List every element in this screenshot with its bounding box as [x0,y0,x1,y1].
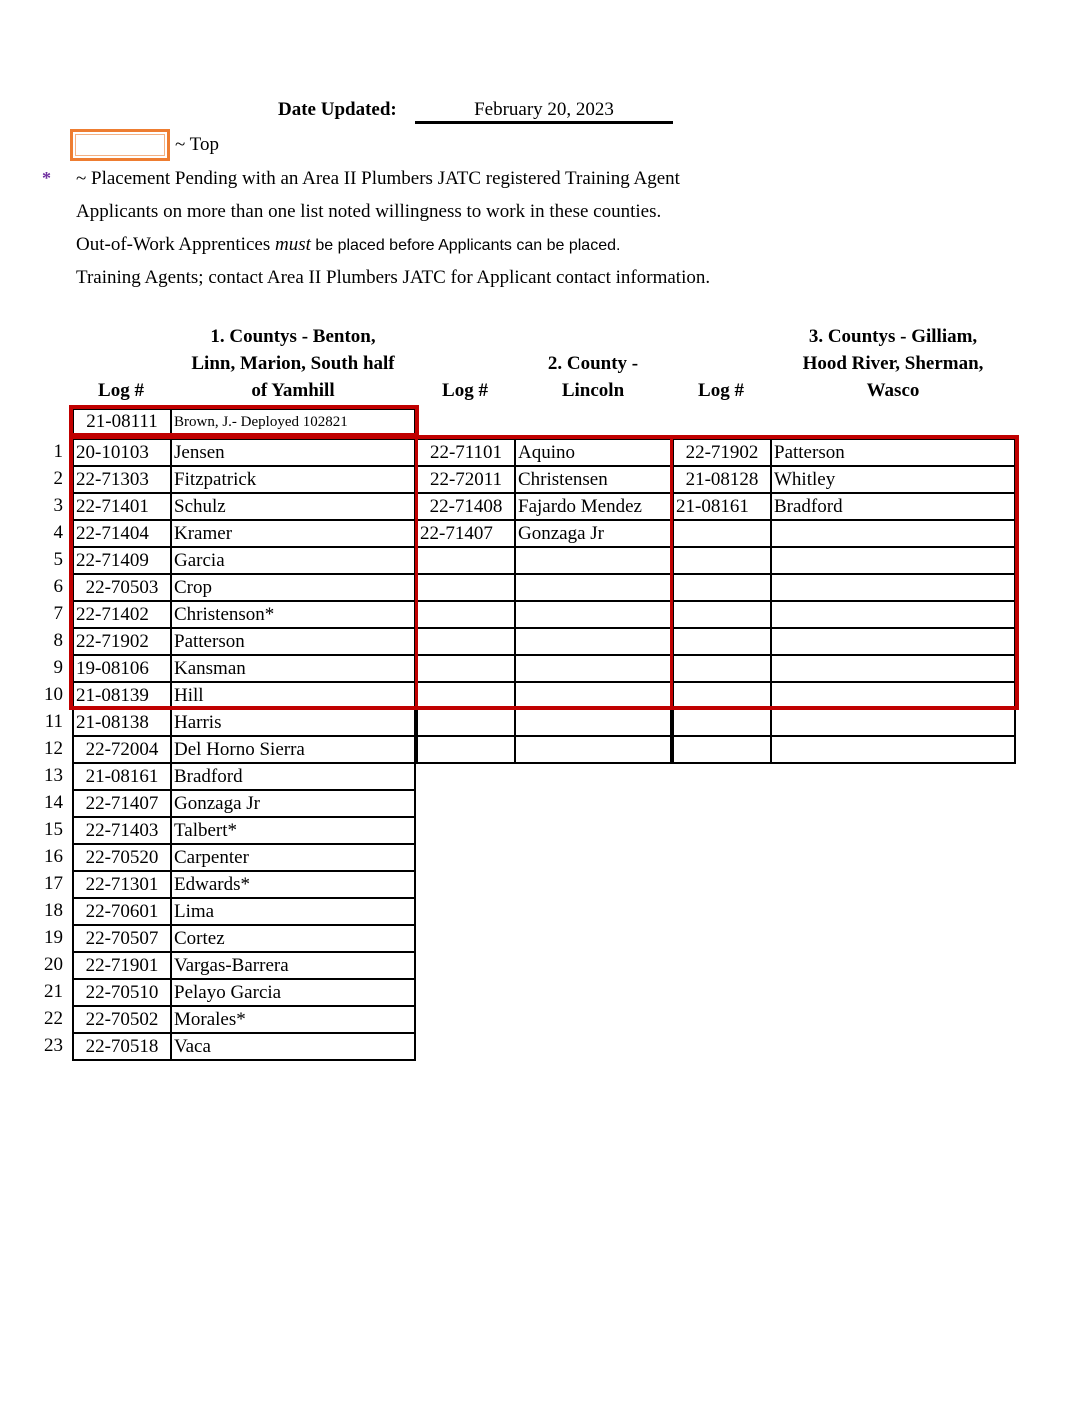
name-cell: Patterson [171,628,415,655]
name-cell: Morales* [171,1006,415,1033]
table-row [73,952,415,979]
log-cell [417,574,515,601]
log-cell: 22-71902 [73,628,171,655]
log-cell [673,628,771,655]
note-contact: Training Agents; contact Area II Plumbers JATC for Applicant contact information. [76,267,711,288]
name-cell [771,628,1015,655]
name-cell [515,547,671,574]
table-row [73,466,415,493]
row-number: 1 [53,441,63,462]
name-cell [515,709,671,736]
group2-title-line: 2. County - [547,353,639,374]
log-cell: 22-71301 [73,871,171,898]
name-cell: Kansman [171,655,415,682]
table-row [673,493,1015,520]
log-cell: 22-71901 [73,952,171,979]
table-row [417,736,671,763]
log-cell: 22-70502 [73,1006,171,1033]
table-row [73,763,415,790]
log-cell: 22-71403 [73,817,171,844]
group1-title [170,323,416,404]
log-cell [417,628,515,655]
name-cell: Fitzpatrick [171,466,415,493]
table-row [673,709,1015,736]
note-out-of-work-b: be placed before Applicants can be placed. [310,237,621,254]
row-number: 21 [44,981,63,1002]
name-cell: Cortez [171,925,415,952]
group3-title-line: Wasco [866,380,920,401]
table-row [417,709,671,736]
name-cell: Del Horno Sierra [171,736,415,763]
asterisk-icon: * [42,168,51,188]
log-cell: 22-71902 [673,439,771,466]
table-row [73,1006,415,1033]
log-cell [673,520,771,547]
name-cell: Jensen [171,439,415,466]
row-number: 11 [44,711,63,732]
name-cell [771,601,1015,628]
name-cell: Carpenter [171,844,415,871]
table-row [417,628,671,655]
log-cell: 22-72011 [417,466,515,493]
row-number: 22 [44,1008,63,1029]
table-row [673,682,1015,709]
log-cell [673,574,771,601]
log-cell: 22-71303 [73,466,171,493]
group2-log-header: Log # [442,380,488,401]
row-number: 12 [44,738,63,759]
table-row [73,925,415,952]
table-row [673,466,1015,493]
log-cell: 21-08161 [673,493,771,520]
group3-log-header: Log # [698,380,744,401]
log-cell [417,736,515,763]
group3-title [770,323,1016,404]
table-row [417,520,671,547]
row-number: 14 [44,792,63,813]
table-row [73,1033,415,1060]
name-cell [771,709,1015,736]
name-cell [515,628,671,655]
group2-title-line: Lincoln [561,380,625,401]
table-row [73,574,415,601]
placement-pending-legend: ~ Placement Pending with an Area II Plumbers JATC registered Training Agent [76,168,680,189]
row-number: 2 [53,468,63,489]
log-cell [673,736,771,763]
name-cell [771,547,1015,574]
log-cell: 22-70601 [73,898,171,925]
name-cell: Christensen [515,466,671,493]
log-cell: 22-71101 [417,439,515,466]
table-row [673,601,1015,628]
name-cell: Vargas-Barrera [171,952,415,979]
row-number: 10 [44,684,63,705]
note-out-of-work-a: Out-of-Work Apprentices [76,234,275,255]
row-number: 4 [53,522,63,543]
group2-title [514,350,672,404]
table-row [417,547,671,574]
log-cell: 21-08111 [73,409,171,435]
name-cell [515,574,671,601]
top-legend-swatch [70,129,170,161]
log-cell [673,547,771,574]
table-row [73,898,415,925]
group1-title-line: 1. Countys - Benton, [210,326,376,347]
table-row [673,655,1015,682]
table-row [73,409,415,435]
name-cell [771,736,1015,763]
log-cell [417,601,515,628]
table-row [73,871,415,898]
table-row [673,520,1015,547]
log-cell: 22-72004 [73,736,171,763]
log-cell [417,709,515,736]
table-row [417,493,671,520]
table-row [417,439,671,466]
name-cell: Talbert* [171,817,415,844]
row-number: 20 [44,954,63,975]
name-cell: Edwards* [171,871,415,898]
group1-title-line: Linn, Marion, South half [191,353,395,374]
log-cell: 22-71407 [417,520,515,547]
table-row [73,790,415,817]
table-row [73,520,415,547]
table-row [417,655,671,682]
row-number: 13 [44,765,63,786]
name-cell: Gonzaga Jr [515,520,671,547]
log-cell [673,655,771,682]
log-cell: 22-70507 [73,925,171,952]
log-cell: 22-71404 [73,520,171,547]
name-cell [515,655,671,682]
name-cell: Patterson [771,439,1015,466]
row-number: 6 [53,576,63,597]
table-row [73,628,415,655]
log-cell: 19-08106 [73,655,171,682]
name-cell [515,601,671,628]
log-cell: 22-70510 [73,979,171,1006]
name-cell: Aquino [515,439,671,466]
log-cell [673,682,771,709]
log-cell: 22-71402 [73,601,171,628]
name-cell: Brown, J.- Deployed 102821 [171,409,415,435]
row-number: 7 [53,603,63,624]
name-cell [771,574,1015,601]
log-cell: 22-70503 [73,574,171,601]
group1-title-line: of Yamhill [251,380,335,401]
table-row [417,574,671,601]
row-number: 19 [44,927,63,948]
top-legend-label: ~ Top [175,134,219,155]
name-cell: Christenson* [171,601,415,628]
name-cell: Harris [171,709,415,736]
row-number: 16 [44,846,63,867]
log-cell: 21-08161 [73,763,171,790]
group1-table [72,438,416,1061]
log-cell: 22-71408 [417,493,515,520]
table-row [73,547,415,574]
log-cell [417,547,515,574]
table-row [673,547,1015,574]
group2-table [416,438,672,764]
row-number: 15 [44,819,63,840]
table-row [673,574,1015,601]
row-number: 23 [44,1035,63,1056]
table-row [73,817,415,844]
log-cell: 22-71407 [73,790,171,817]
log-cell: 22-70518 [73,1033,171,1060]
name-cell: Kramer [171,520,415,547]
table-row [73,601,415,628]
log-cell: 20-10103 [73,439,171,466]
row-number: 5 [53,549,63,570]
name-cell [771,682,1015,709]
table-row [673,628,1015,655]
row-number: 17 [44,873,63,894]
log-cell: 21-08128 [673,466,771,493]
name-cell: Gonzaga Jr [171,790,415,817]
log-cell: 22-70520 [73,844,171,871]
table-row [73,682,415,709]
name-cell [771,520,1015,547]
table-row [73,736,415,763]
log-cell: 22-71401 [73,493,171,520]
group1-pre-row-table [72,408,416,436]
row-number: 8 [53,630,63,651]
note-out-of-work [76,234,620,256]
log-cell [673,709,771,736]
name-cell: Schulz [171,493,415,520]
name-cell: Hill [171,682,415,709]
table-row [417,601,671,628]
name-cell: Garcia [171,547,415,574]
row-number: 3 [53,495,63,516]
log-cell [673,601,771,628]
table-row [673,736,1015,763]
log-cell [417,655,515,682]
name-cell: Vaca [171,1033,415,1060]
table-row [73,493,415,520]
name-cell: Fajardo Mendez [515,493,671,520]
name-cell: Crop [171,574,415,601]
name-cell: Pelayo Garcia [171,979,415,1006]
note-multiple-lists: Applicants on more than one list noted willingness to work in these counties. [76,201,662,222]
table-row [673,439,1015,466]
date-updated-value: February 20, 2023 [415,99,673,124]
table-row [417,682,671,709]
note-out-of-work-emphasis: must [274,234,311,255]
table-row [73,979,415,1006]
log-cell: 21-08139 [73,682,171,709]
group1-log-header: Log # [98,380,144,401]
table-row [73,844,415,871]
table-row [417,466,671,493]
date-updated-label: Date Updated: [278,99,397,120]
log-cell: 22-71409 [73,547,171,574]
group3-title-line: Hood River, Sherman, [802,353,984,374]
row-number: 18 [44,900,63,921]
group3-table [672,438,1016,764]
table-row [73,439,415,466]
name-cell: Lima [171,898,415,925]
table-row [73,709,415,736]
name-cell: Bradford [771,493,1015,520]
log-cell: 21-08138 [73,709,171,736]
table-row [73,655,415,682]
name-cell [515,682,671,709]
name-cell: Whitley [771,466,1015,493]
group3-title-line: 3. Countys - Gilliam, [808,326,978,347]
name-cell [771,655,1015,682]
row-number: 9 [53,657,63,678]
log-cell [417,682,515,709]
name-cell [515,736,671,763]
name-cell: Bradford [171,763,415,790]
